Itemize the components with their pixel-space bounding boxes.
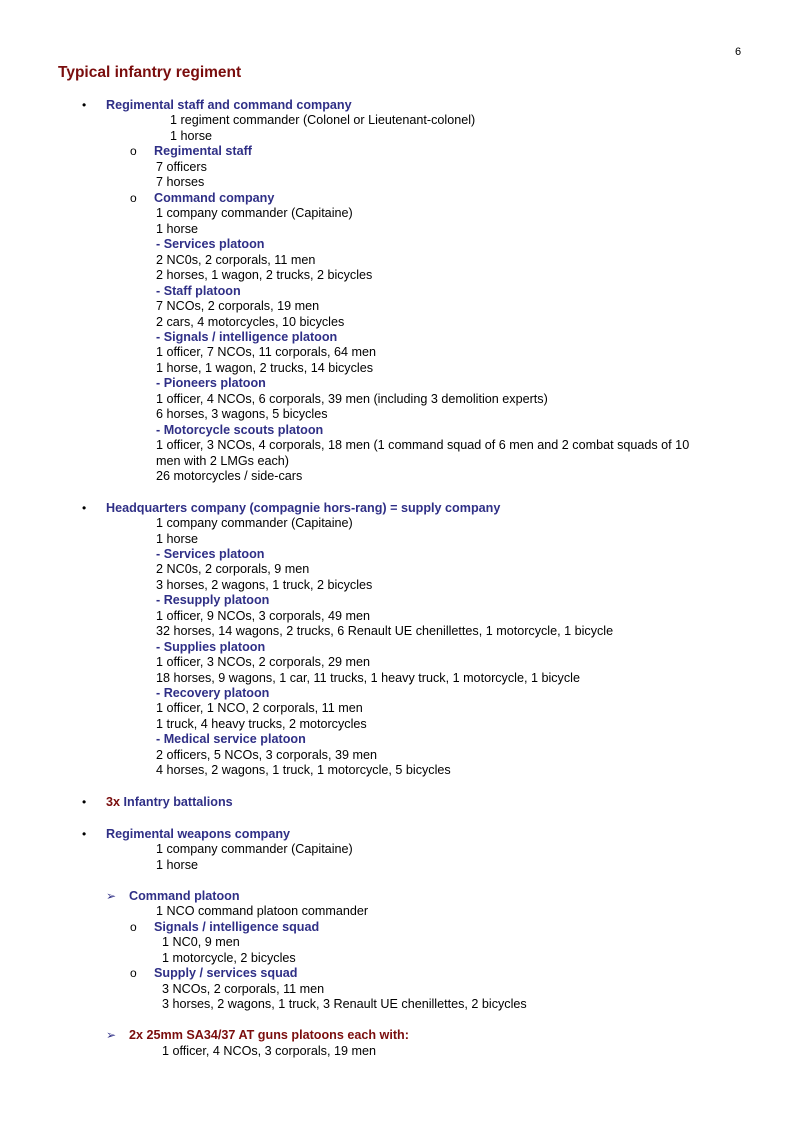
bullet-marker: • (82, 501, 87, 515)
text-line: 3 horses, 2 wagons, 1 truck, 2 bicycles (156, 578, 373, 592)
text-line: 1 company commander (Capitaine) (156, 516, 353, 530)
text-line: 1 horse (156, 532, 199, 546)
text-line: 2 cars, 4 motorcycles, 10 bicycles (156, 315, 345, 329)
subheading-signals-squad: Signals / intelligence squad (154, 920, 320, 934)
circle-marker: o (130, 144, 137, 158)
bullet-marker: • (82, 827, 87, 841)
arrow-bullet-icon: ➢ (106, 889, 117, 903)
subheading-command-platoon: Command platoon (129, 889, 240, 903)
platoon-heading: - Supplies platoon (156, 640, 266, 654)
platoon-heading: - Pioneers platoon (156, 376, 266, 390)
text-line: 1 officer, 9 NCOs, 3 corporals, 49 men (156, 609, 370, 623)
subheading-regimental-staff: Regimental staff (154, 144, 252, 158)
text-line: 7 NCOs, 2 corporals, 19 men (156, 299, 320, 313)
text-line: 1 truck, 4 heavy trucks, 2 motorcycles (156, 717, 367, 731)
text-line: 1 horse (156, 222, 199, 236)
infantry-label: Infantry battalions (120, 795, 233, 809)
text-line: 32 horses, 14 wagons, 2 trucks, 6 Renault UE chenillettes, 1 motorcycle, 1 bicycle (156, 624, 614, 638)
text-line: 2 horses, 1 wagon, 2 trucks, 2 bicycles (156, 268, 373, 282)
platoon-heading: - Medical service platoon (156, 732, 306, 746)
section-heading-weapons: Regimental weapons company (106, 827, 291, 841)
text-line: 26 motorcycles / side-cars (156, 469, 303, 483)
text-line: 1 horse (156, 858, 199, 872)
circle-marker: o (130, 966, 137, 980)
platoon-heading: - Staff platoon (156, 284, 241, 298)
text-line: 1 officer, 3 NCOs, 2 corporals, 29 men (156, 655, 370, 669)
platoon-heading: - Recovery platoon (156, 686, 270, 700)
platoon-heading: - Services platoon (156, 237, 265, 251)
text-line: 1 NCO command platoon commander (156, 904, 369, 918)
section-heading-infantry (106, 795, 233, 810)
text-line: men with 2 LMGs each) (156, 454, 289, 468)
page-title: Typical infantry regiment (58, 64, 242, 81)
text-line: 1 motorcycle, 2 bicycles (162, 951, 296, 965)
text-line: 1 company commander (Capitaine) (156, 842, 353, 856)
text-line: 3 NCOs, 2 corporals, 11 men (162, 982, 325, 996)
text-line: 1 officer, 4 NCOs, 3 corporals, 19 men (162, 1044, 376, 1058)
text-line: 1 NC0, 9 men (162, 935, 240, 949)
text-line: 1 officer, 1 NCO, 2 corporals, 11 men (156, 701, 363, 715)
text-line: 1 horse (170, 129, 213, 143)
text-line: 4 horses, 2 wagons, 1 truck, 1 motorcycle, 5 bicycles (156, 763, 451, 777)
text-line: 3 horses, 2 wagons, 1 truck, 3 Renault UE chenillettes, 2 bicycles (162, 997, 527, 1011)
text-line: 1 officer, 7 NCOs, 11 corporals, 64 men (156, 345, 377, 359)
section-heading-hq: Headquarters company (compagnie hors-rang) = supply company (106, 501, 501, 515)
text-line: 1 company commander (Capitaine) (156, 206, 353, 220)
bullet-marker: • (82, 98, 87, 112)
platoon-heading: - Resupply platoon (156, 593, 270, 607)
circle-marker: o (130, 920, 137, 934)
platoon-heading: - Motorcycle scouts platoon (156, 423, 324, 437)
circle-marker: o (130, 191, 137, 205)
subheading-supply-squad: Supply / services squad (154, 966, 298, 980)
page-number: 6 (735, 46, 742, 58)
text-line: 2 NC0s, 2 corporals, 11 men (156, 253, 316, 267)
text-line: 7 officers (156, 160, 207, 174)
text-line: 1 regiment commander (Colonel or Lieutenant-colonel) (170, 113, 476, 127)
text-line: 18 horses, 9 wagons, 1 car, 11 trucks, 1 heavy truck, 1 motorcycle, 1 bicycle (156, 671, 580, 685)
subheading-at-guns: 2x 25mm SA34/37 AT guns platoons each with: (129, 1028, 409, 1042)
section-heading-staff: Regimental staff and command company (106, 98, 352, 112)
multiplier: 3x (106, 795, 121, 809)
subheading-command-company: Command company (154, 191, 275, 205)
platoon-heading: - Services platoon (156, 547, 265, 561)
platoon-heading: - Signals / intelligence platoon (156, 330, 338, 344)
bullet-marker: • (82, 795, 87, 809)
text-line: 2 officers, 5 NCOs, 3 corporals, 39 men (156, 748, 377, 762)
text-line: 1 horse, 1 wagon, 2 trucks, 14 bicycles (156, 361, 374, 375)
text-line: 7 horses (156, 175, 205, 189)
text-line: 1 officer, 3 NCOs, 4 corporals, 18 men (1 command squad of 6 men and 2 combat squads of 10 (156, 438, 690, 452)
arrow-bullet-icon: ➢ (106, 1028, 117, 1042)
text-line: 1 officer, 4 NCOs, 6 corporals, 39 men (including 3 demolition experts) (156, 392, 548, 406)
text-line: 2 NC0s, 2 corporals, 9 men (156, 562, 310, 576)
text-line: 6 horses, 3 wagons, 5 bicycles (156, 407, 328, 421)
